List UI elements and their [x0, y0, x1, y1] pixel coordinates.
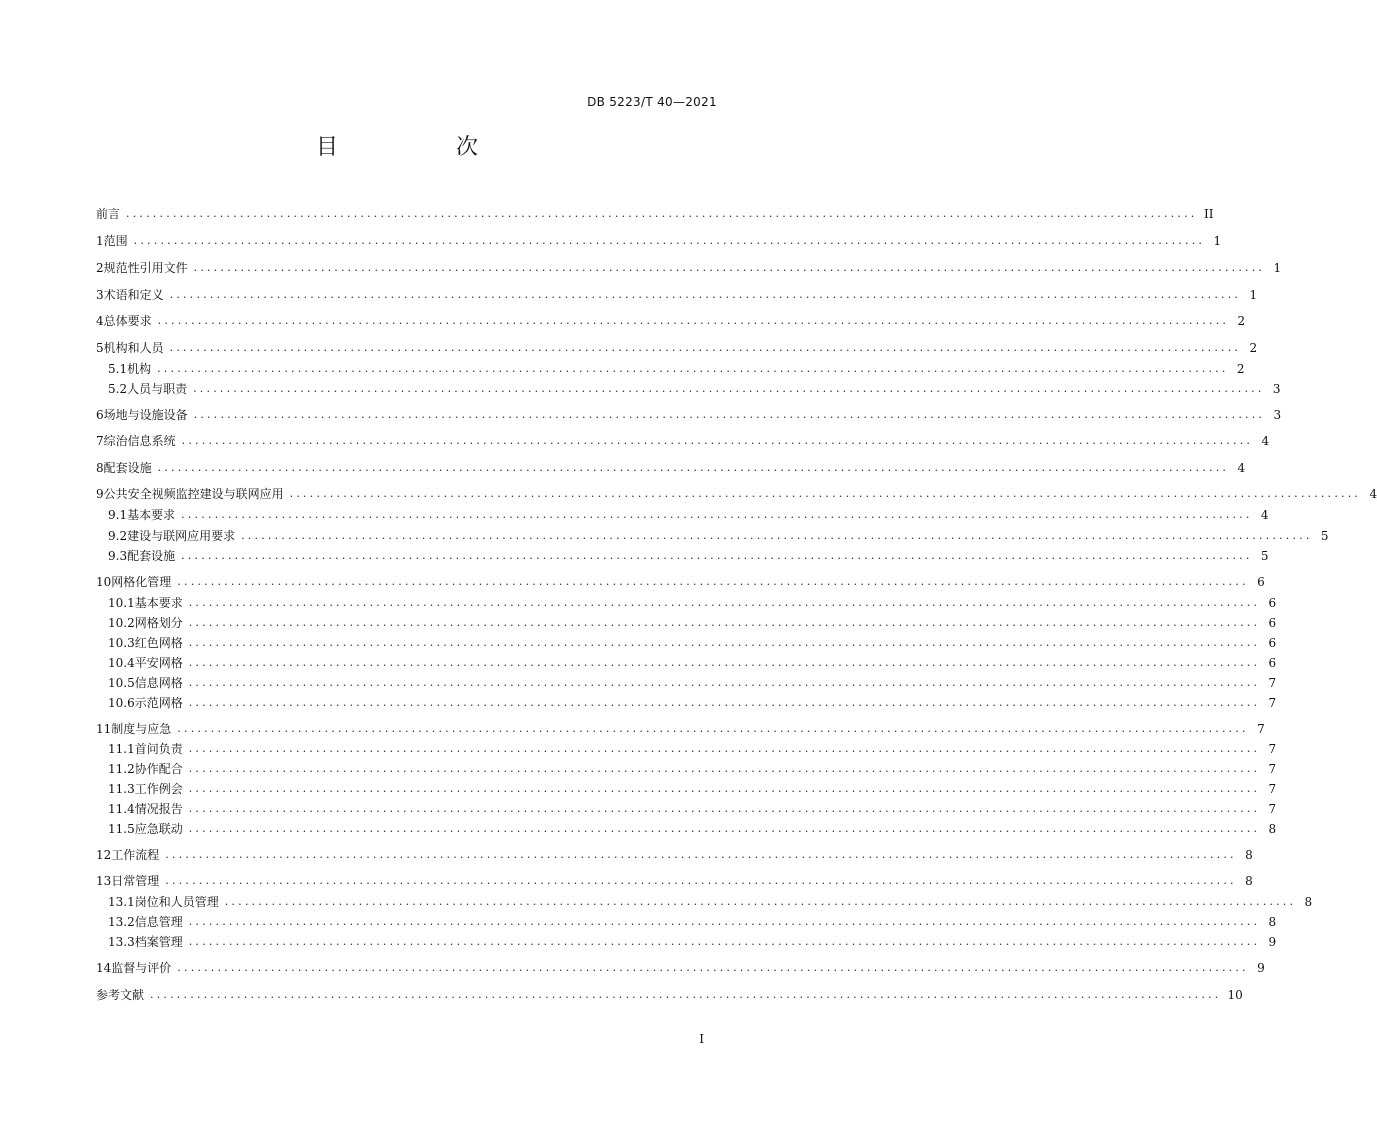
- toc-entry-page: 1: [1213, 234, 1222, 248]
- toc-entry-number: 10: [96, 575, 112, 589]
- toc-leader-dots: ................................................................................................................................................................: [177, 961, 1249, 974]
- toc-leader-dots: ................................................................................................................................................................: [188, 822, 1261, 835]
- toc-leader-dots: ................................................................................................................................................................: [169, 341, 1242, 354]
- toc-entry-page: 2: [1237, 314, 1246, 328]
- toc-entry[interactable]: [96, 958, 1265, 978]
- toc-entry-page: 2: [1236, 362, 1245, 376]
- toc-entry-label: 前言: [96, 207, 121, 221]
- toc-entry[interactable]: [96, 985, 1243, 1005]
- toc-entry[interactable]: [96, 285, 1258, 305]
- toc-entry-number: 10.3: [108, 636, 135, 650]
- toc-entry-page: 8: [1268, 822, 1277, 836]
- toc-leader-dots: ................................................................................................................................................................: [241, 529, 1313, 542]
- toc-entry-page: 7: [1268, 696, 1277, 710]
- toc-entry[interactable]: [96, 593, 1277, 613]
- toc-entry-page: 6: [1257, 575, 1265, 589]
- document-code: DB 5223/T 40—2021: [587, 95, 717, 109]
- toc-leader-dots: ................................................................................................................................................................: [177, 722, 1249, 735]
- toc-entry-label: 总体要求: [103, 314, 152, 328]
- toc-leader-dots: ................................................................................................................................................................: [150, 988, 1222, 1001]
- toc-leader-dots: ................................................................................................................................................................: [188, 596, 1261, 609]
- page-number: I: [699, 1032, 704, 1046]
- toc-entry-number: 7: [96, 434, 104, 448]
- toc-leader-dots: ................................................................................................................................................................: [188, 935, 1261, 948]
- toc-entry[interactable]: [96, 458, 1246, 478]
- toc-leader-dots: ................................................................................................................................................................: [188, 762, 1261, 775]
- toc-entry-page: 7: [1268, 802, 1277, 816]
- toc-entry[interactable]: [96, 892, 1313, 912]
- toc-entry[interactable]: [96, 653, 1277, 673]
- toc-entry-number: 12: [96, 848, 112, 862]
- toc-entry-page: 2: [1249, 341, 1258, 355]
- toc-leader-dots: ................................................................................................................................................................: [181, 508, 1253, 521]
- toc-entry-number: 6: [96, 408, 104, 422]
- toc-entry[interactable]: [96, 546, 1269, 566]
- toc-leader-dots: ................................................................................................................................................................: [188, 742, 1261, 755]
- toc-entry-label: 监督与评价: [111, 961, 172, 975]
- toc-entry-label: 术语和定义: [103, 288, 164, 302]
- toc-entry[interactable]: [96, 431, 1270, 451]
- toc-entry-page: 9: [1268, 935, 1277, 949]
- toc-entry[interactable]: [96, 526, 1329, 546]
- toc-entry-page: II: [1203, 207, 1214, 221]
- toc-entry-label: 人员与职责: [127, 382, 188, 396]
- toc-entry[interactable]: [96, 405, 1282, 425]
- toc-entry-label: 工作例会: [134, 782, 183, 796]
- toc-entry[interactable]: [96, 613, 1277, 633]
- toc-entry[interactable]: [96, 799, 1277, 819]
- toc-entry-page: 6: [1268, 596, 1277, 610]
- toc-leader-dots: ................................................................................................................................................................: [157, 362, 1229, 375]
- toc-entry[interactable]: [96, 719, 1265, 739]
- toc-leader-dots: ................................................................................................................................................................: [188, 782, 1261, 795]
- toc-entry-number: 10.4: [108, 656, 135, 670]
- toc-entry-number: 13: [96, 874, 112, 888]
- toc-entry-number: 10.6: [108, 696, 135, 710]
- toc-entry-number: 2: [96, 261, 104, 275]
- toc-leader-dots: ................................................................................................................................................................: [193, 382, 1265, 395]
- toc-entry-number: 4: [96, 314, 104, 328]
- toc-leader-dots: ................................................................................................................................................................: [157, 314, 1230, 327]
- toc-entry-page: 3: [1272, 382, 1281, 396]
- toc-entry[interactable]: [96, 484, 1377, 504]
- toc-entry-number: 11.5: [108, 822, 135, 836]
- toc-entry-label: 档案管理: [134, 935, 183, 949]
- toc-leader-dots: ................................................................................................................................................................: [188, 915, 1261, 928]
- toc-entry-page: 4: [1237, 461, 1246, 475]
- toc-entry-label: 网格化管理: [111, 575, 172, 589]
- toc-entry[interactable]: [96, 912, 1277, 932]
- toc-entry-number: 3: [96, 288, 104, 302]
- toc-entry[interactable]: [96, 379, 1281, 399]
- toc-entry-number: 5.1: [108, 362, 128, 376]
- toc-entry-number: 5: [96, 341, 104, 355]
- toc-entry-label: 首问负责: [134, 742, 183, 756]
- toc-entry[interactable]: [96, 871, 1253, 891]
- toc-entry-number: 9.3: [108, 549, 128, 563]
- toc-entry-number: 9.1: [108, 508, 128, 522]
- toc-entry[interactable]: [96, 505, 1269, 525]
- toc-entry-label: 情况报告: [134, 802, 183, 816]
- toc-leader-dots: ................................................................................................................................................................: [188, 696, 1261, 709]
- toc-leader-dots: ................................................................................................................................................................: [181, 549, 1253, 562]
- toc-entry-number: 10.2: [108, 616, 135, 630]
- toc-entry-label: 应急联动: [134, 822, 183, 836]
- toc-entry[interactable]: [96, 258, 1282, 278]
- toc-entry-number: 11.3: [108, 782, 135, 796]
- toc-entry-label: 建设与联网应用要求: [127, 529, 236, 543]
- toc-entry-page: 7: [1257, 722, 1265, 736]
- toc-entry-page: 4: [1260, 508, 1269, 522]
- toc-entry-label: 机构和人员: [103, 341, 164, 355]
- toc-entry-label: 配套设施: [103, 461, 152, 475]
- toc-leader-dots: ................................................................................................................................................................: [289, 487, 1362, 500]
- toc-entry-page: 6: [1268, 636, 1277, 650]
- toc-entry[interactable]: [96, 673, 1277, 693]
- toc-entry-number: 11.1: [108, 742, 135, 756]
- toc-entry-label: 日常管理: [111, 874, 160, 888]
- toc-entry-number: 11.4: [108, 802, 135, 816]
- toc-leader-dots: ................................................................................................................................................................: [224, 895, 1297, 908]
- toc-entry[interactable]: [96, 739, 1277, 759]
- toc-entry-page: 8: [1245, 848, 1253, 862]
- toc-entry-page: 8: [1245, 874, 1253, 888]
- toc-entry-label: 平安网格: [134, 656, 183, 670]
- toc-entry[interactable]: [96, 204, 1214, 224]
- toc-entry-label: 公共安全视频监控建设与联网应用: [103, 487, 284, 501]
- toc-entry-number: 9: [96, 487, 104, 501]
- toc-entry-label: 场地与设施设备: [103, 408, 188, 422]
- toc-entry-label: 制度与应急: [111, 722, 172, 736]
- toc-entry-number: 5.2: [108, 382, 128, 396]
- toc-entry[interactable]: [96, 572, 1265, 592]
- toc-entry-label: 参考文献: [96, 988, 145, 1002]
- toc-entry-number: 11: [96, 722, 112, 736]
- toc-entry-page: 1: [1249, 288, 1258, 302]
- toc-leader-dots: ................................................................................................................................................................: [188, 802, 1261, 815]
- toc-entry-label: 范围: [103, 234, 128, 248]
- toc-leader-dots: ................................................................................................................................................................: [181, 434, 1254, 447]
- toc-entry-page: 9: [1257, 961, 1265, 975]
- toc-entry[interactable]: [96, 932, 1277, 952]
- toc-entry-label: 岗位和人员管理: [134, 895, 219, 909]
- toc-entry-page: 10: [1227, 988, 1243, 1002]
- toc-entry-label: 信息网格: [134, 676, 183, 690]
- toc-entry-number: 1: [96, 234, 104, 248]
- toc-leader-dots: ................................................................................................................................................................: [193, 261, 1266, 274]
- toc-leader-dots: ................................................................................................................................................................: [188, 616, 1261, 629]
- toc-entry-label: 综治信息系统: [103, 434, 176, 448]
- toc-entry-page: 8: [1268, 915, 1277, 929]
- toc-entry-number: 13.2: [108, 915, 135, 929]
- toc-entry-label: 配套设施: [127, 549, 176, 563]
- toc-entry-number: 8: [96, 461, 104, 475]
- toc-entry-label: 机构: [127, 362, 152, 376]
- toc-entry-page: 5: [1320, 529, 1329, 543]
- toc-entry-label: 基本要求: [127, 508, 176, 522]
- toc-entry-page: 6: [1268, 616, 1277, 630]
- toc-leader-dots: ................................................................................................................................................................: [193, 408, 1266, 421]
- toc-entry-page: 3: [1273, 408, 1282, 422]
- toc-entry[interactable]: [96, 693, 1277, 713]
- toc-leader-dots: ................................................................................................................................................................: [165, 874, 1237, 887]
- toc-entry-page: 7: [1268, 782, 1277, 796]
- toc-entry-page: 7: [1268, 676, 1277, 690]
- toc-leader-dots: ................................................................................................................................................................: [133, 234, 1206, 247]
- toc-entry[interactable]: [96, 311, 1246, 331]
- toc-entry[interactable]: [96, 779, 1277, 799]
- toc-entry-number: 11.2: [108, 762, 135, 776]
- toc-leader-dots: ................................................................................................................................................................: [169, 288, 1242, 301]
- toc-entry-page: 5: [1260, 549, 1269, 563]
- toc-entry[interactable]: [96, 845, 1253, 865]
- toc-leader-dots: ................................................................................................................................................................: [165, 848, 1237, 861]
- toc-leader-dots: ................................................................................................................................................................: [177, 575, 1249, 588]
- toc-entry-label: 工作流程: [111, 848, 160, 862]
- toc-entry-page: 4: [1261, 434, 1270, 448]
- toc-entry[interactable]: [96, 633, 1277, 653]
- toc-entry-number: 14: [96, 961, 112, 975]
- toc-entry[interactable]: [96, 819, 1277, 839]
- toc-entry-page: 7: [1268, 742, 1277, 756]
- toc-entry-number: 13.1: [108, 895, 135, 909]
- toc-entry-page: 4: [1369, 487, 1377, 501]
- toc-entry-page: 6: [1268, 656, 1277, 670]
- toc-leader-dots: ................................................................................................................................................................: [126, 207, 1198, 220]
- toc-entry-page: 1: [1273, 261, 1282, 275]
- toc-entry-label: 基本要求: [134, 596, 183, 610]
- toc-entry-number: 10.1: [108, 596, 135, 610]
- toc-entry-label: 规范性引用文件: [103, 261, 188, 275]
- toc-entry-label: 红色网格: [134, 636, 183, 650]
- toc-leader-dots: ................................................................................................................................................................: [188, 676, 1261, 689]
- toc-leader-dots: ................................................................................................................................................................: [188, 636, 1261, 649]
- toc-leader-dots: ................................................................................................................................................................: [157, 461, 1230, 474]
- toc-entry-number: 9.2: [108, 529, 128, 543]
- toc-entry[interactable]: [96, 359, 1245, 379]
- toc-entry[interactable]: [96, 338, 1258, 358]
- toc-title: 目 次: [315, 135, 526, 160]
- toc-entry[interactable]: [96, 231, 1222, 251]
- toc-entry-label: 网格划分: [134, 616, 183, 630]
- toc-entry-page: 8: [1304, 895, 1313, 909]
- toc-entry[interactable]: [96, 759, 1277, 779]
- toc-leader-dots: ................................................................................................................................................................: [188, 656, 1261, 669]
- toc-entry-label: 协作配合: [134, 762, 183, 776]
- toc-entry-label: 示范网格: [134, 696, 183, 710]
- toc-entry-number: 13.3: [108, 935, 135, 949]
- toc-entry-number: 10.5: [108, 676, 135, 690]
- toc-entry-label: 信息管理: [134, 915, 183, 929]
- toc-entry-page: 7: [1268, 762, 1277, 776]
